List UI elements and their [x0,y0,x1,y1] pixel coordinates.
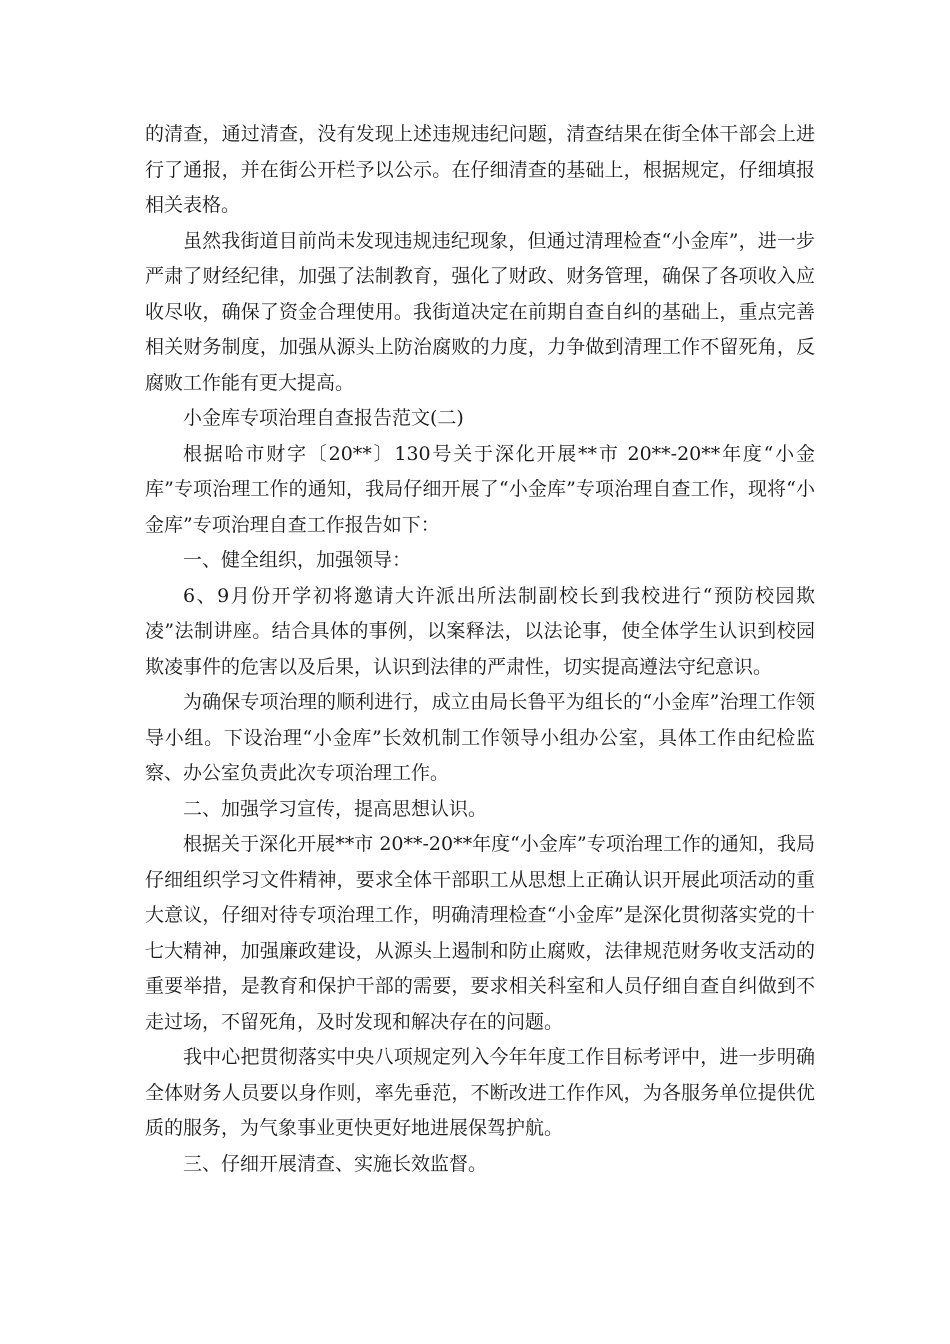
paragraph-1: 的清查，通过清查，没有发现上述违规违纪问题，清查结果在街全体干部会上进行了通报，并在街公开栏予以公示。在仔细清查的基础上，根据规定，仔细填报相关表格。 [145,123,815,216]
paragraph-4: 根据哈市财字〔20**〕130号关于深化开展**市 20**-20**年度“小金库”专项治理工作的通知，我局仔细开展了“小金库”专项治理自查工作，现将“小金库”专项治理自查工作报告如下： [145,442,815,536]
document-body [145,117,815,1182]
paragraph-7: 为确保专项治理的顺利进行，成立由局长鲁平为组长的“小金库”治理工作领导小组。下设治理“小金库”长效机制工作领导小组办公室，具体工作由纪检监察、办公室负责此次专项治理工作。 [145,691,815,784]
heading-1: 一、健全组织，加强领导： [183,549,412,571]
paragraph-9: 根据关于深化开展**市 20**-20**年度“小金库”专项治理工作的通知，我局仔细组织学习文件精神，要求全体干部职工从思想上正确认识开展此项活动的重大意议，仔细对待专项治理工作，明确清理检查“小金库”是深化贯彻落实党的十七大精神，加强廉政建设，从源头上遏制和防止腐败，法律规范财务收支活动的重要举措，是教育和保护干部的需要，要求相关科室和人员仔细自查自纠做到不走过场，不留死角，及时发现和解决存在的问题。 [145,833,815,1033]
section-title: 小金库专项治理自查报告范文(二) [183,407,464,429]
paragraph-6: 6、9月份开学初将邀请大许派出所法制副校长到我校进行“预防校园欺凌”法制讲座。结合具体的事例，以案释法，以法论事，使全体学生认识到校园欺凌事件的危害以及后果，认识到法律的严肃性，切实提高遵法守纪意识。 [145,584,815,678]
heading-2: 二、加强学习宣传，提高思想认识。 [183,797,488,820]
paragraph-10: 我中心把贯彻落实中央八项规定列入今年年度工作目标考评中，进一步明确全体财务人员要以身作则，率先垂范，不断改进工作作风，为各服务单位提供优质的服务，为气象事业更快更好地进展保驾护航。 [145,1046,815,1139]
heading-3: 三、仔细开展清查、实施长效监督。 [183,1152,488,1175]
paragraph-2: 虽然我街道目前尚未发现违规违纪现象，但通过清理检查“小金库”，进一步严肃了财经纪律，加强了法制教育，强化了财政、财务管理，确保了各项收入应收尽收，确保了资金合理使用。我街道决定在前期自查自纠的基础上，重点完善相关财务制度，加强从源头上防治腐败的力度，力争做到清理工作不留死角，反腐败工作能有更大提高。 [145,229,815,394]
